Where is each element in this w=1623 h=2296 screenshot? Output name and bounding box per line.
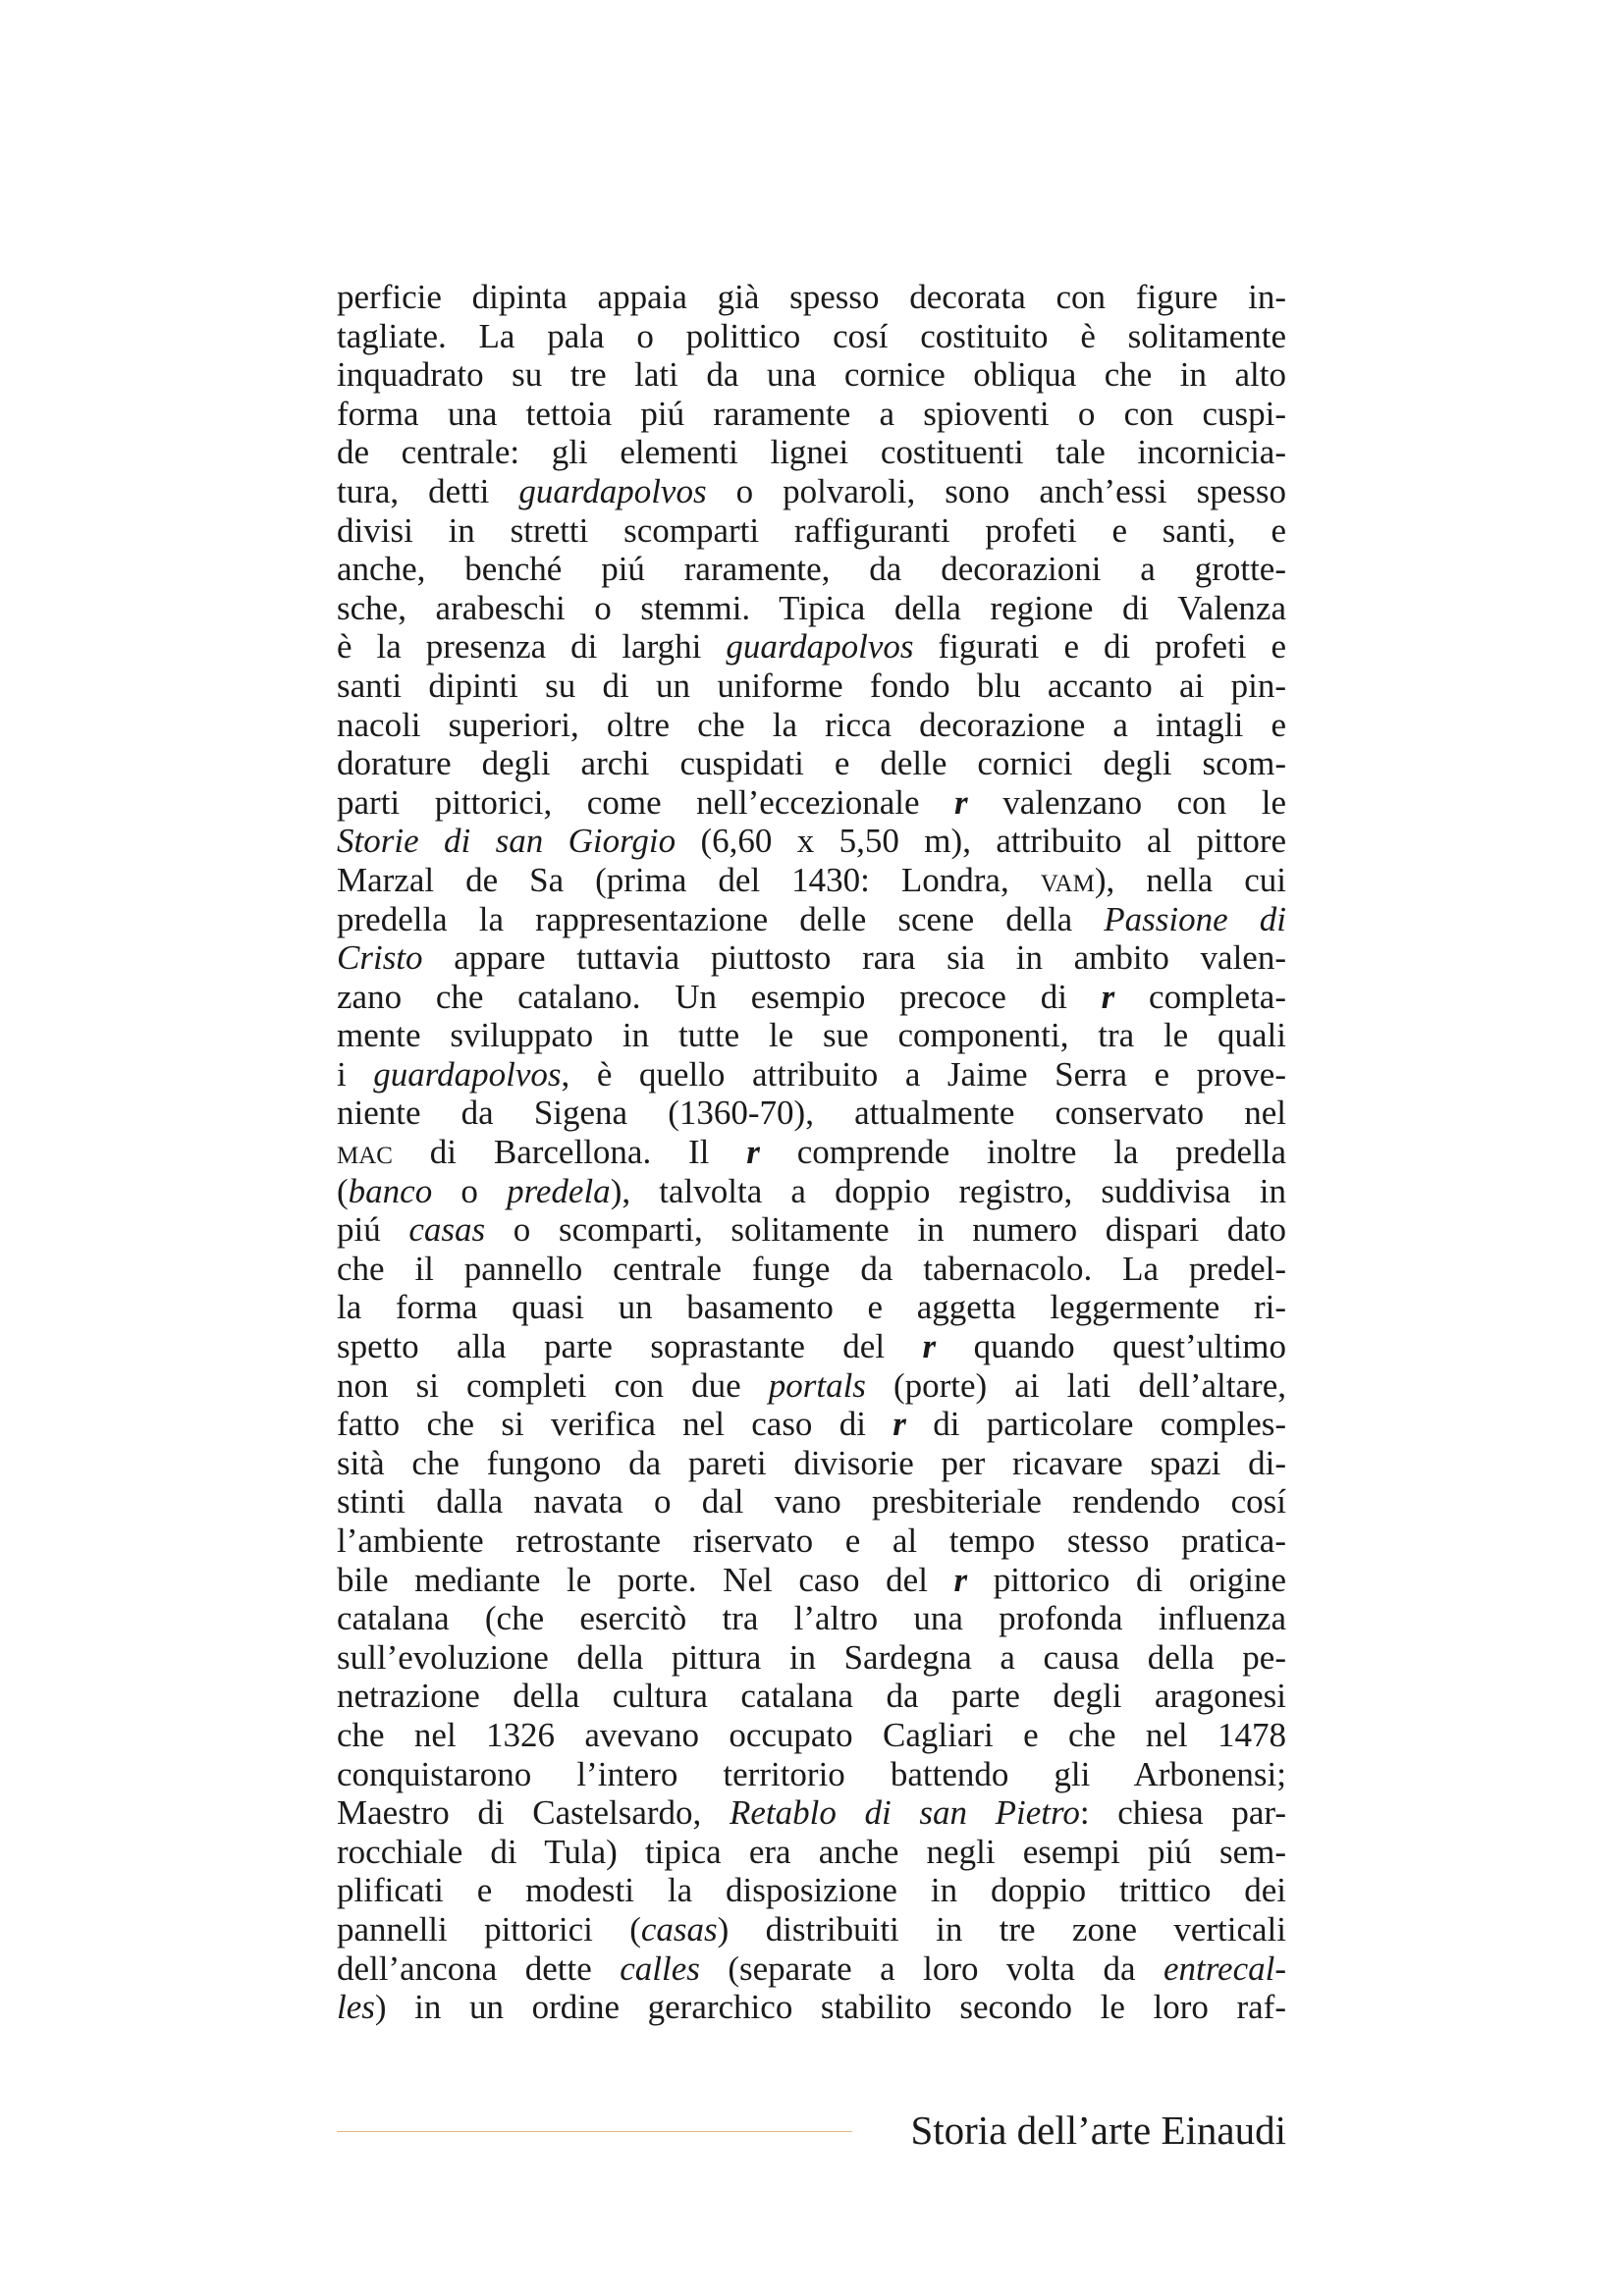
italic-term: guardapolvos: [726, 627, 914, 667]
text-run: valenzano con le: [967, 782, 1286, 822]
text-run: predella la rappresentazione delle scene della: [337, 899, 1105, 938]
text-run: nacoli superiori, oltre che la ricca decorazione a intagli e: [337, 705, 1286, 744]
text-line: [337, 1210, 1286, 1250]
text-run: o: [432, 1171, 508, 1210]
text-line: [337, 511, 1286, 551]
entry-abbrev: r: [893, 1405, 906, 1444]
text-line: [337, 1755, 1286, 1794]
text-line: [337, 667, 1286, 706]
text-run: de centrale: gli elementi lignei costituenti tale incornicia-: [337, 433, 1286, 472]
italic-term: banco: [348, 1171, 433, 1210]
text-line: [337, 550, 1286, 589]
text-line: [337, 783, 1286, 823]
text-line: [337, 589, 1286, 628]
text-run: Marzal de Sa (prima del 1430: Londra,: [337, 860, 1041, 899]
text-run: di Barcellona. Il: [392, 1133, 747, 1172]
text-line: [337, 1522, 1286, 1561]
italic-term: Retablo di san Pietro: [729, 1793, 1080, 1833]
text-run: sità che fungono da pareti divisorie per ricavare spazi di-: [337, 1443, 1286, 1482]
entry-abbrev: r: [953, 1560, 968, 1599]
text-line: [337, 355, 1286, 395]
text-run: ) distribuiti in tre zone verticali: [717, 1909, 1286, 1949]
text-line: [337, 1094, 1286, 1133]
text-line: [337, 1172, 1286, 1211]
text-run: forma una tettoia piú raramente a spioventi o con cuspi-: [337, 394, 1286, 433]
text-run: , è quello attribuito a Jaime Serra e prove-: [561, 1054, 1286, 1094]
text-line: [337, 1677, 1286, 1716]
text-run: plificati e modesti la disposizione in doppio trittico dei: [337, 1871, 1286, 1910]
text-run: pannelli pittorici (: [337, 1909, 641, 1949]
text-line: [337, 1833, 1286, 1872]
text-run: spetto alla parte soprastante del: [337, 1327, 923, 1366]
text-run: (: [337, 1171, 349, 1210]
text-run: catalana (che esercitò tra l’altro una profonda influenza: [337, 1599, 1286, 1638]
italic-term: casas: [640, 1909, 718, 1949]
text-line: [337, 433, 1286, 472]
text-line: [337, 472, 1286, 511]
italic-term: Passione di: [1104, 899, 1286, 938]
text-run: appare tuttavia piuttosto rara sia in ambito valen-: [422, 938, 1286, 978]
italic-term: guardapolvos: [518, 471, 707, 510]
text-line: [337, 395, 1286, 434]
text-line: [337, 1482, 1286, 1522]
text-run: ), talvolta a doppio registro, suddivisa in: [610, 1171, 1286, 1210]
text-run: che nel 1326 avevano occupato Cagliari e che nel 1478: [337, 1715, 1286, 1754]
text-run: zano che catalano. Un esempio precoce di: [337, 977, 1102, 1016]
text-run: comprende inoltre la predella: [759, 1133, 1286, 1172]
text-run: non si completi con due: [337, 1365, 769, 1405]
text-line: [337, 317, 1286, 356]
italic-term: Cristo: [337, 938, 423, 978]
text-run: conquistarono l’intero territorio battendo gli Arbonensi;: [337, 1754, 1286, 1793]
italic-term: entrecal-: [1163, 1949, 1286, 1988]
text-line: [337, 1444, 1286, 1483]
text-run: sull’evoluzione della pittura in Sardegna a causa della pe-: [337, 1637, 1286, 1677]
text-line: [337, 1988, 1286, 2027]
text-line: [337, 278, 1286, 317]
text-line: [337, 938, 1286, 978]
text-run: fatto che si verifica nel caso di: [337, 1405, 893, 1444]
text-line: [337, 1599, 1286, 1638]
text-run: dell’ancona dette: [337, 1949, 621, 1988]
text-run: (separate a loro volta da: [699, 1949, 1163, 1988]
text-run: niente da Sigena (1360-70), attualmente conservato nel: [337, 1094, 1286, 1133]
italic-term: portals: [768, 1365, 866, 1405]
text-run: quando quest’ultimo: [936, 1327, 1286, 1366]
text-run: : chiesa par-: [1079, 1793, 1286, 1833]
body-text: [337, 278, 1286, 2027]
text-run: rocchiale di Tula) tipica era anche negli esempi piú sem-: [337, 1832, 1286, 1871]
text-line: [337, 822, 1286, 861]
text-run: o polvaroli, sono anch’essi spesso: [706, 471, 1286, 510]
text-line: [337, 1250, 1286, 1289]
text-run: mente sviluppato in tutte le sue componenti, tra le quali: [337, 1016, 1286, 1055]
text-run: santi dipinti su di un uniforme fondo blu accanto ai pin-: [337, 666, 1286, 705]
text-run: che il pannello centrale funge da tabernacolo. La predel-: [337, 1249, 1286, 1288]
text-run: parti pittorici, come nell’eccezionale: [337, 782, 955, 822]
text-line: [337, 900, 1286, 939]
museum-abbrev: vam: [1040, 860, 1095, 899]
italic-term: les: [337, 1988, 375, 2027]
text-line: [337, 1561, 1286, 1600]
italic-term: predela: [507, 1171, 611, 1210]
text-run: perficie dipinta appaia già spesso decorata con figure in-: [337, 278, 1286, 316]
text-line: [337, 1793, 1286, 1833]
text-run: (6,60 x 5,50 m), attribuito al pittore: [676, 822, 1287, 861]
text-run: Maestro di Castelsardo,: [337, 1793, 730, 1833]
text-run: i: [337, 1054, 374, 1094]
text-line: [337, 1405, 1286, 1444]
text-line: [337, 861, 1286, 900]
text-run: sche, arabeschi o stemmi. Tipica della regione di Valenza: [337, 588, 1286, 627]
italic-term: guardapolvos: [373, 1054, 562, 1094]
text-run: ), nella cui: [1094, 860, 1286, 899]
text-line: [337, 1638, 1286, 1678]
text-line: [337, 1871, 1286, 1910]
text-run: ) in un ordine gerarchico stabilito secondo le loro raf-: [374, 1988, 1286, 2027]
text-line: [337, 1055, 1286, 1095]
text-run: netrazione della cultura catalana da parte degli aragonesi: [337, 1677, 1286, 1716]
text-line: [337, 744, 1286, 783]
museum-abbrev: mac: [337, 1133, 393, 1172]
text-run: completa-: [1114, 977, 1286, 1016]
text-run: è la presenza di larghi: [337, 627, 727, 667]
footer-rule: [337, 2131, 852, 2132]
entry-abbrev: r: [1101, 977, 1115, 1016]
text-line: [337, 1016, 1286, 1055]
text-line: [337, 1910, 1286, 1949]
text-run: (porte) ai lati dell’altare,: [865, 1365, 1286, 1405]
text-line: [337, 978, 1286, 1017]
text-line: [337, 1288, 1286, 1327]
text-line: [337, 1327, 1286, 1366]
page-footer: [337, 2101, 1286, 2160]
text-run: bile mediante le porte. Nel caso del: [337, 1560, 954, 1599]
text-run: inquadrato su tre lati da una cornice obliqua che in alto: [337, 355, 1286, 395]
text-line: [337, 1133, 1286, 1172]
italic-term: casas: [408, 1210, 486, 1250]
entry-abbrev: r: [746, 1133, 760, 1172]
text-run: stinti dalla navata o dal vano presbiteriale rendendo cosí: [337, 1482, 1286, 1522]
text-run: o scomparti, solitamente in numero dispari dato: [485, 1210, 1286, 1250]
text-line: [337, 627, 1286, 667]
italic-term: Storie di san Giorgio: [337, 822, 676, 861]
text-line: [337, 706, 1286, 745]
text-run: divisi in stretti scomparti raffiguranti profeti e santi, e: [337, 510, 1286, 550]
text-run: piú: [337, 1210, 409, 1250]
text-run: dorature degli archi cuspidati e delle cornici degli scom-: [337, 744, 1286, 783]
italic-term: calles: [620, 1949, 700, 1988]
footer-title: Storia dell’arte Einaudi: [910, 2108, 1286, 2153]
text-run: anche, benché piú raramente, da decorazioni a grotte-: [337, 550, 1286, 589]
text-line: [337, 1716, 1286, 1755]
text-run: la forma quasi un basamento e aggetta leggermente ri-: [337, 1288, 1286, 1327]
entry-abbrev: r: [954, 782, 968, 822]
text-line: [337, 1949, 1286, 1989]
text-run: figurati e di profeti e: [913, 627, 1286, 667]
entry-abbrev: r: [922, 1327, 937, 1366]
text-line: [337, 1366, 1286, 1406]
text-run: tura, detti: [337, 471, 519, 510]
text-run: pittorico di origine: [967, 1560, 1286, 1599]
text-run: tagliate. La pala o polittico cosí costituito è solitamente: [337, 316, 1286, 355]
text-run: l’ambiente retrostante riservato e al tempo stesso pratica-: [337, 1522, 1286, 1560]
text-run: di particolare comples-: [905, 1405, 1287, 1444]
